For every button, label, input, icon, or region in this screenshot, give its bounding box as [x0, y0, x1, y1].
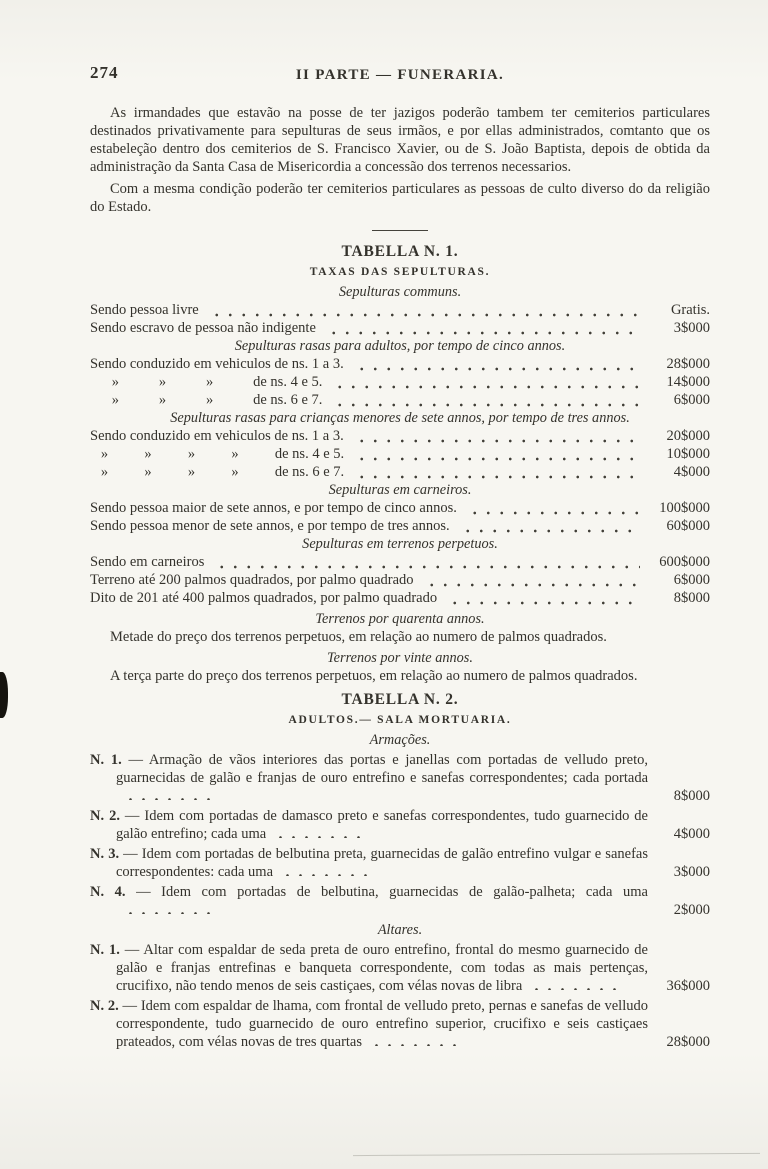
fee-label: Sendo pessoa livre — [90, 302, 199, 318]
dot-leader — [122, 905, 218, 914]
fee-label: Sendo em carneiros — [90, 554, 205, 570]
dot-leader — [465, 499, 640, 517]
item-description: — Idem com portadas de belbutina preta, guarnecidas de galão entrefino vulgar e sanefas correspondentes: cada uma — [116, 846, 648, 880]
item-description: — Idem com portadas de damasco preto e sanefas correspondentes, tudo guarnecido de galão entrefino; cada uma — [116, 808, 648, 842]
dot-leader — [458, 517, 640, 535]
fee-item — [90, 751, 710, 805]
running-header-title: II PARTE — FUNERARIA. — [295, 67, 505, 83]
section-divider-rule — [372, 230, 428, 231]
item-number: N. 3. — [90, 846, 120, 862]
fee-item-text — [90, 751, 648, 805]
fee-price: 100$000 — [659, 500, 710, 516]
dot-leader — [368, 1037, 464, 1046]
fee-item — [90, 883, 710, 919]
note-text-vinte-annos: A terça parte do preço dos terrenos perpetuos, em relação ao numero de palmos quadrados. — [110, 668, 638, 684]
fee-row — [90, 319, 710, 337]
dot-leader — [279, 867, 375, 876]
section-heading-rasas-criancas: Sepulturas rasas para crianças menores de sete annos, por tempo de tres annos. — [170, 410, 630, 426]
fee-price: 3$000 — [673, 864, 710, 880]
tabella1-subtitle: TAXAS DAS SEPULTURAS. — [309, 266, 491, 278]
fee-label: » » » de ns. 4 e 5. — [90, 374, 323, 390]
fee-row — [90, 463, 710, 481]
ink-smudge — [0, 672, 8, 718]
fee-item-text — [90, 997, 648, 1051]
section-heading-rasas-adultos: Sepulturas rasas para adultos, por tempo de cinco annos. — [234, 338, 566, 354]
dot-leader — [352, 427, 640, 445]
item-number: N. 2. — [90, 808, 120, 824]
running-head — [90, 63, 710, 88]
fee-price: 600$000 — [659, 554, 710, 570]
fee-item — [90, 845, 710, 881]
fee-label: » » » » de ns. 4 e 5. — [90, 446, 345, 462]
fee-price: 28$000 — [666, 356, 710, 372]
item-number: N. 1. — [90, 752, 122, 768]
fee-label: » » » de ns. 6 e 7. — [90, 392, 323, 408]
dot-leader — [352, 445, 640, 463]
note-heading-quarenta-annos: Terrenos por quarenta annos. — [315, 611, 485, 627]
fee-label: » » » » de ns. 6 e 7. — [90, 464, 345, 480]
fee-label: Terreno até 200 palmos quadrados, por palmo quadrado — [90, 572, 414, 588]
dot-leader — [422, 571, 640, 589]
item-number: N. 1. — [90, 942, 120, 958]
dot-leader — [445, 589, 640, 607]
fee-row — [90, 391, 710, 409]
fee-label: Dito de 201 até 400 palmos quadrados, por palmo quadrado — [90, 590, 438, 606]
fee-price: 8$000 — [673, 788, 710, 804]
page-content — [90, 104, 710, 1053]
fee-price: 4$000 — [673, 826, 710, 842]
fee-price: 4$000 — [673, 464, 710, 480]
dot-leader — [324, 319, 640, 337]
fee-price: 8$000 — [673, 590, 710, 606]
section-heading-terrenos-perpetuos: Sepulturas em terrenos perpetuos. — [302, 536, 498, 552]
fee-label: Sendo conduzido em vehiculos de ns. 1 a 3. — [90, 428, 344, 444]
dot-leader — [330, 373, 640, 391]
fee-item-text — [90, 941, 648, 995]
fee-row — [90, 355, 710, 373]
fee-row — [90, 301, 710, 319]
note-text-quarenta-annos: Metade do preço dos terrenos perpetuos, em relação ao numero de palmos quadrados. — [110, 629, 607, 645]
item-description: — Idem com espaldar de lhama, com frontal de velludo preto, pernas e sanefas de velludo correspondente, tudo guarnecido de ouro entrefino superior, crucifixo e seis castiçaes prateados, com vélas novas de tres quartas — [116, 998, 648, 1050]
fee-row — [90, 445, 710, 463]
fee-price: 14$000 — [666, 374, 710, 390]
dot-leader — [122, 791, 218, 800]
fee-item-text — [90, 845, 648, 881]
fee-price: 36$000 — [666, 978, 710, 994]
fee-label: Sendo escravo de pessoa não indigente — [90, 320, 316, 336]
fee-row — [90, 373, 710, 391]
fee-row — [90, 571, 710, 589]
fee-label: Sendo conduzido em vehiculos de ns. 1 a 3. — [90, 356, 344, 372]
page-number: 274 — [90, 63, 119, 82]
item-description: — Altar com espaldar de seda preta de ouro entrefino, frontal do mesmo guarnecido de galão e franjas entrefinas e banqueta correspondente, com todas as mais pertenças, crucifixo, não tendo menos de seis castiçaes, com vélas novas de libra — [116, 942, 648, 994]
fee-price: 6$000 — [673, 572, 710, 588]
fee-price: 20$000 — [666, 428, 710, 444]
group-heading-altares: Altares. — [377, 922, 423, 938]
tabella2-title: TABELLA N. 2. — [341, 691, 459, 708]
dot-leader — [528, 981, 624, 990]
dot-leader — [330, 391, 640, 409]
section-heading-communs: Sepulturas communs. — [338, 284, 462, 300]
fee-item — [90, 997, 710, 1051]
fee-row — [90, 427, 710, 445]
fee-item — [90, 807, 710, 843]
dot-leader — [272, 829, 368, 838]
dot-leader — [352, 355, 640, 373]
intro-paragraph-2: Com a mesma condição poderão ter cemiterios particulares as pessoas de culto diverso do da religião do Estado. — [90, 181, 710, 215]
fee-label: Sendo pessoa menor de sete annos, e por tempo de tres annos. — [90, 518, 450, 534]
group-heading-armacoes: Armações. — [369, 732, 431, 748]
intro-paragraph-1: As irmandades que estavão na posse de ter jazigos poderão tambem ter cemiterios particulares destinados privativamente para sepulturas de seus irmãos, e por ellas administrados, comtanto que os estabeleção dentro dos cemiterios de S. Francisco Xavier, ou de S. João Baptista, depois de obtida da administração da Santa Casa de Misericordia a concessão dos terrenos necessarios. — [90, 105, 710, 175]
fee-row — [90, 517, 710, 535]
tabella1-title: TABELLA N. 1. — [341, 243, 459, 260]
fee-row — [90, 589, 710, 607]
fee-item — [90, 941, 710, 995]
fee-price: 3$000 — [673, 320, 710, 336]
item-description: — Idem com portadas de belbutina, guarnecidas de galão-palheta; cada uma — [125, 884, 648, 900]
dot-leader — [352, 463, 640, 481]
fee-item-text — [90, 807, 648, 843]
dot-leader — [207, 301, 640, 319]
fee-price: 60$000 — [666, 518, 710, 534]
scan-artifact-line — [353, 1153, 760, 1156]
fee-price: 28$000 — [666, 1034, 710, 1050]
fee-price: 6$000 — [673, 392, 710, 408]
section-heading-carneiros: Sepulturas em carneiros. — [328, 482, 472, 498]
note-heading-vinte-annos: Terrenos por vinte annos. — [327, 650, 473, 666]
item-description: — Armação de vãos interiores das portas e janellas com portadas de velludo preto, guarnecidas de galão e franjas de ouro entrefino e sanefas correspondentes; cada portada — [116, 752, 648, 786]
fee-row — [90, 553, 710, 571]
fee-label: Sendo pessoa maior de sete annos, e por tempo de cinco annos. — [90, 500, 457, 516]
fee-price: 2$000 — [673, 902, 710, 918]
item-number: N. 4. — [90, 884, 126, 900]
dot-leader — [212, 553, 640, 571]
item-number: N. 2. — [90, 998, 119, 1014]
fee-row — [90, 499, 710, 517]
fee-price: Gratis. — [670, 302, 710, 318]
tabella2-subtitle: ADULTOS.— SALA MORTUARIA. — [288, 714, 512, 726]
fee-item-text — [90, 883, 648, 919]
fee-price: 10$000 — [666, 446, 710, 462]
